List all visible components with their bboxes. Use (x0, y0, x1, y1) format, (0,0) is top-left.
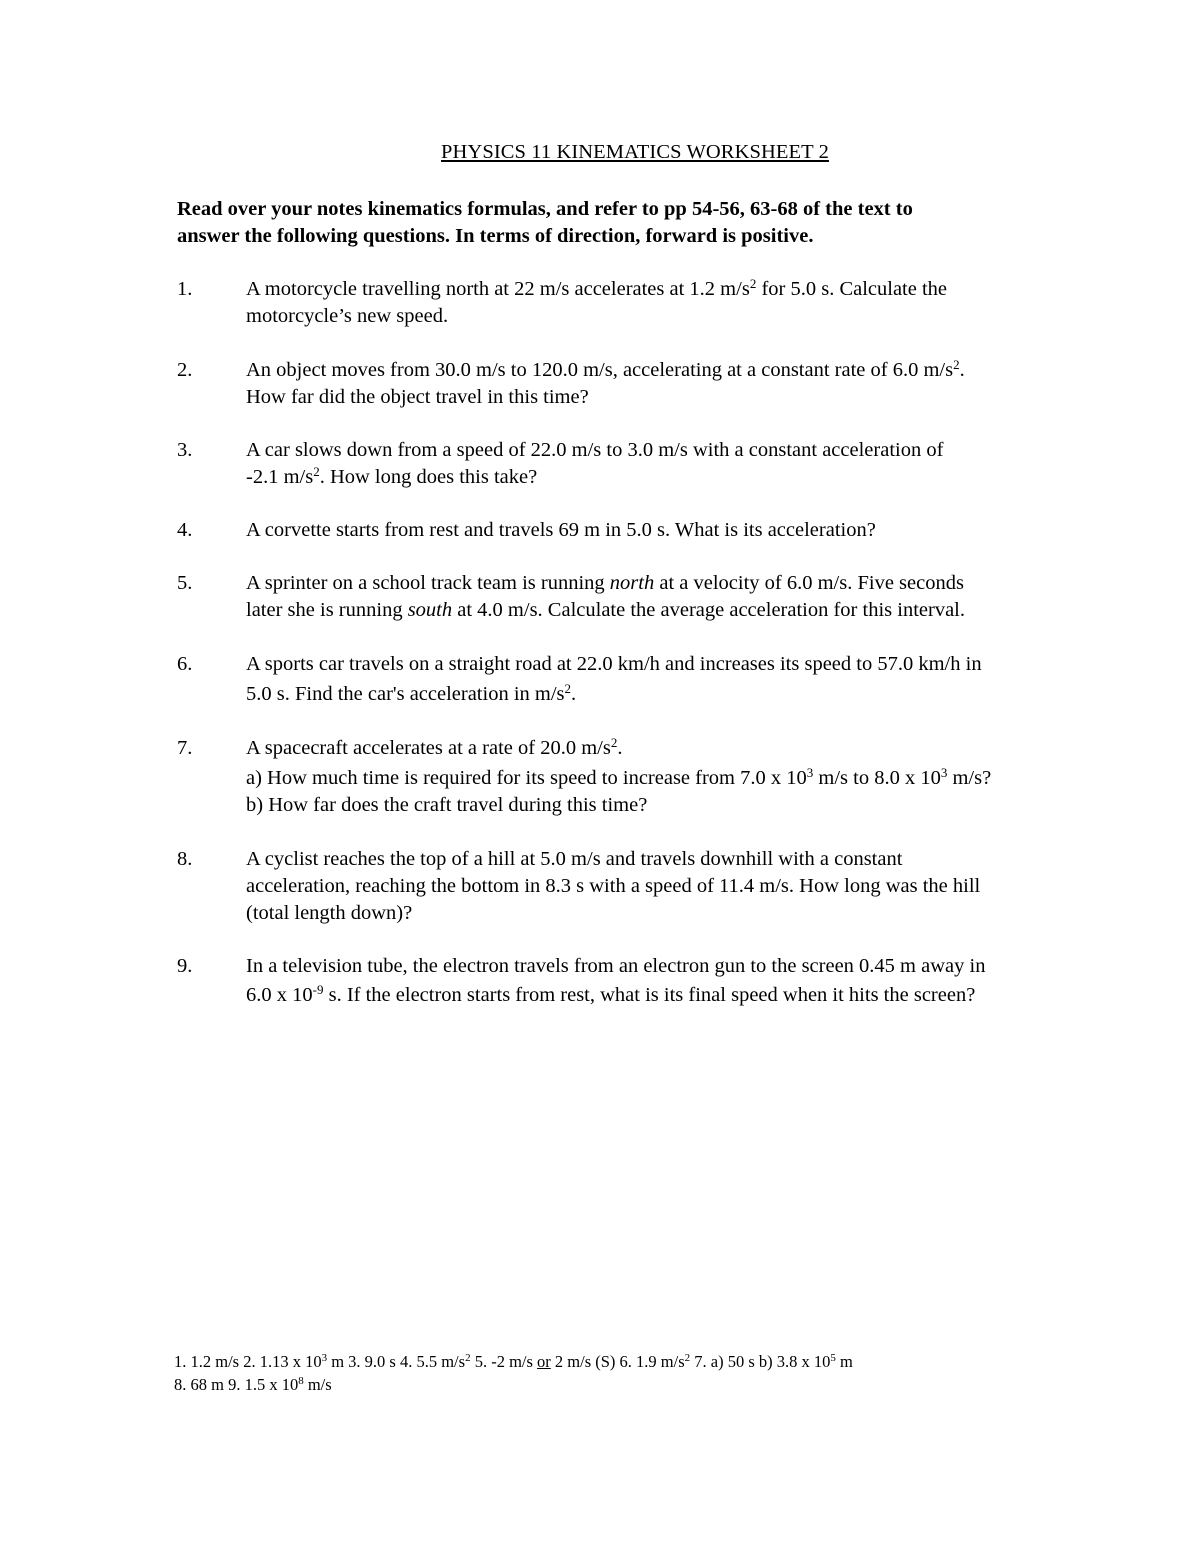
text-run: a) How much time is required for its speed to increase from 7.0 x 10 (246, 767, 807, 789)
text-line: (total length down)? (246, 902, 413, 924)
question-number: 8. (177, 848, 193, 870)
text-run: A spacecraft accelerates at a rate of 20.0 m/s (246, 737, 611, 759)
underlined-or: or (537, 1352, 551, 1371)
superscript: 8 (298, 1375, 304, 1387)
superscript: 2 (465, 1352, 471, 1364)
question-number: 7. (177, 737, 193, 759)
superscript: 2 (610, 735, 618, 750)
question-number: 1. (177, 278, 193, 300)
superscript: 3 (806, 765, 814, 780)
text-line: A corvette starts from rest and travels 69 m in 5.0 s. What is its acceleration? (246, 519, 876, 541)
text-run: m/s (303, 1375, 332, 1394)
question-text (246, 276, 1126, 330)
text-run: 5. -2 m/s (470, 1352, 538, 1371)
superscript: 2 (749, 276, 757, 291)
text-run: A motorcycle travelling north at 22 m/s accelerates at 1.2 m/s (246, 278, 750, 300)
text-run: -2.1 m/s (246, 466, 314, 488)
text-line: acceleration, reaching the bottom in 8.3 s with a speed of 11.4 m/s. How long was the hill (246, 875, 981, 897)
question-text (246, 357, 1126, 411)
text-run: 8. 68 m 9. 1.5 x 10 (174, 1375, 299, 1394)
question-text (246, 953, 1126, 1009)
text-run: 6.0 x 10 (246, 984, 313, 1006)
text-run: m (835, 1352, 853, 1371)
question-number: 9. (177, 955, 193, 977)
question-number: 4. (177, 519, 193, 541)
text-run: later she is running (246, 599, 408, 621)
emphasis: south (407, 599, 453, 621)
text-run: for 5.0 s. Calculate the (756, 278, 948, 300)
text-run: 2 m/s (S) 6. 1.9 m/s (550, 1352, 685, 1371)
question-text (246, 846, 1126, 927)
superscript: 2 (684, 1352, 691, 1364)
text-run: m/s? (947, 767, 992, 789)
text-run: . (959, 359, 965, 381)
instructions-line-1: Read over your notes kinematics formulas, and refer to pp 54-56, 63-68 of the text to (177, 198, 913, 220)
text-run: 7. a) 50 s b) 3.8 x 10 (690, 1352, 831, 1371)
superscript: 2 (564, 681, 572, 696)
text-run: m 3. 9.0 s 4. 5.5 m/s (327, 1352, 466, 1371)
superscript: 3 (940, 765, 948, 780)
instructions (177, 196, 1077, 250)
question-text (246, 517, 1126, 544)
text-line: b) How far does the craft travel during this time? (246, 794, 648, 816)
text-line: A car slows down from a speed of 22.0 m/s to 3.0 m/s with a constant acceleration of (246, 439, 944, 461)
question-text (246, 651, 1126, 708)
question-text (246, 437, 1126, 491)
question-number: 6. (177, 653, 193, 675)
question-number: 3. (177, 439, 193, 461)
answer-line-1 (174, 1350, 853, 1373)
worksheet-title: PHYSICS 11 KINEMATICS WORKSHEET 2 (441, 141, 829, 163)
question-text (246, 570, 1126, 624)
instructions-line-2: answer the following questions. In terms of direction, forward is positive. (177, 225, 814, 247)
superscript: 3 (321, 1352, 328, 1364)
text-run: m/s to 8.0 x 10 (813, 767, 941, 789)
text-run: s. If the electron starts from rest, what is its final speed when it hits the screen? (323, 984, 976, 1006)
text-line: A cyclist reaches the top of a hill at 5.0 m/s and travels downhill with a constant (246, 848, 903, 870)
superscript: 2 (313, 464, 320, 479)
text-line: How far did the object travel in this time? (246, 386, 589, 408)
text-run: at a velocity of 6.0 m/s. Five seconds (654, 572, 964, 594)
superscript: -9 (312, 982, 324, 997)
question-text (246, 735, 1126, 819)
text-line: motorcycle’s new speed. (246, 305, 449, 327)
superscript: 2 (953, 357, 960, 372)
emphasis: north (609, 572, 655, 594)
text-run: . (571, 683, 577, 705)
text-run: 1. 1.2 m/s 2. 1.13 x 10 (174, 1352, 322, 1371)
text-run: An object moves from 30.0 m/s to 120.0 m/s, accelerating at a constant rate of 6.0 m/s (246, 359, 954, 381)
answer-line-2 (174, 1373, 853, 1396)
text-line: A sports car travels on a straight road at 22.0 km/h and increases its speed to 57.0 km/h in (246, 653, 982, 675)
text-run: A sprinter on a school track team is running (246, 572, 610, 594)
text-line: In a television tube, the electron travels from an electron gun to the screen 0.45 m away in (246, 955, 986, 977)
question-number: 2. (177, 359, 193, 381)
question-number: 5. (177, 572, 193, 594)
text-run: at 4.0 m/s. Calculate the average acceleration for this interval. (452, 599, 965, 621)
superscript: 5 (830, 1352, 836, 1364)
text-run: . (617, 737, 623, 759)
answer-key (174, 1350, 853, 1396)
text-run: . How long does this take? (319, 466, 538, 488)
text-run: 5.0 s. Find the car's acceleration in m/s (246, 683, 565, 705)
